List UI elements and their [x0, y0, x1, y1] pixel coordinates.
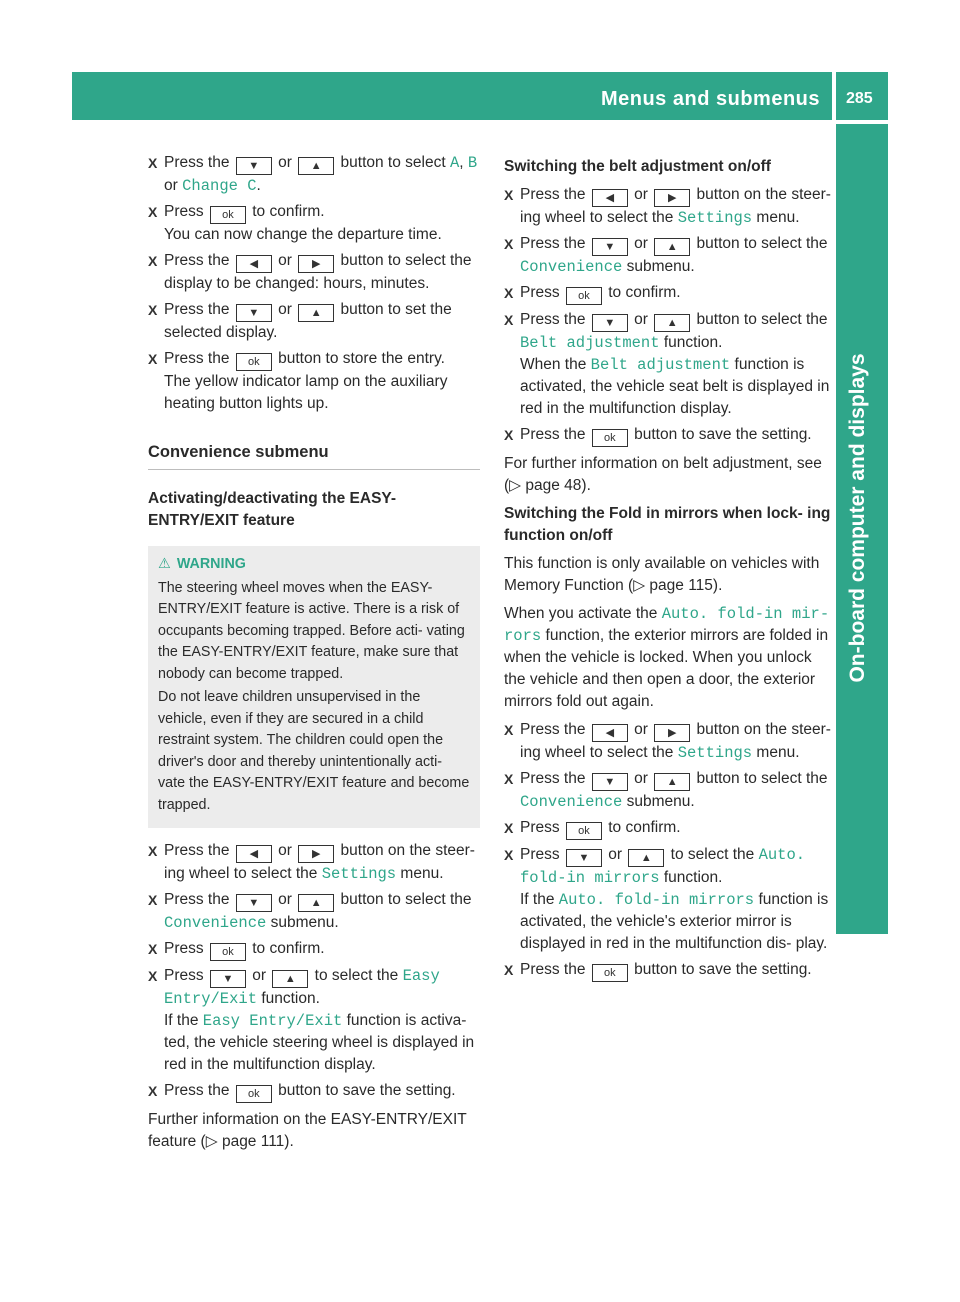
step-text: Press the	[164, 301, 230, 318]
step-bullet-icon: X	[148, 843, 158, 859]
page-number-box	[836, 72, 888, 120]
up-key-icon: ▲	[272, 970, 308, 988]
display-text: Auto. fold-in mir‐ rors	[504, 605, 830, 645]
step-text: function is activated, the vehicle's exterior mirror is displayed in red in the multifunction dis- play.	[520, 891, 829, 952]
step-text: submenu.	[626, 258, 695, 275]
step	[504, 768, 834, 813]
paragraph-text: When you activate the	[504, 605, 658, 622]
step-text: Press the	[164, 891, 230, 908]
step-text: to confirm.	[252, 940, 325, 957]
step-text: or	[634, 235, 648, 252]
step-bullet-icon: X	[504, 187, 514, 203]
ok-key-icon: ok	[236, 1085, 272, 1103]
step	[504, 844, 834, 955]
ok-key-icon: ok	[592, 964, 628, 982]
section-heading: Convenience submenu	[148, 441, 480, 470]
step-bullet-icon: X	[504, 962, 514, 978]
up-key-icon: ▲	[654, 238, 690, 256]
display-text: Belt adjustment	[520, 334, 660, 352]
section-heading: Switching the Fold in mirrors when lock- ing function on/off	[504, 505, 831, 544]
ok-key-icon: ok	[236, 353, 272, 371]
step-text: .	[256, 177, 261, 194]
step-bullet-icon: X	[504, 722, 514, 738]
display-text: Convenience	[520, 793, 623, 811]
step-text: button to select	[340, 154, 446, 171]
step	[148, 965, 480, 1076]
step-text: button to save the setting.	[634, 961, 812, 978]
step-text: or	[278, 891, 292, 908]
footer-paragraph: Further information on the EASY-ENTRY/EXIT feature (▷ page 111).	[148, 1111, 467, 1150]
step-text: button on the steer- ing wheel to select the	[164, 842, 475, 882]
chapter-side-tab-label: On-board computer and displays	[846, 353, 869, 683]
step-result-text: The yellow indicator lamp on the auxiliary heating button lights up.	[164, 373, 448, 412]
left-key-icon: ◀	[592, 189, 628, 207]
step	[504, 959, 834, 982]
display-text: Auto. fold-in mirrors	[558, 891, 755, 909]
right-key-icon: ▶	[298, 845, 334, 863]
warning-paragraph: Do not leave children unsupervised in the vehicle, even if they are secured in a child restraint system. The children could open the driver's door and thereby unintentionally acti- vate the EASY-ENTRY/EXIT feature and become trapped.	[158, 689, 470, 813]
step-text: button to save the setting.	[278, 1082, 456, 1099]
step-text: button to save the setting.	[634, 426, 812, 443]
down-key-icon: ▼	[592, 314, 628, 332]
up-key-icon: ▲	[298, 894, 334, 912]
step-text: button to select the	[340, 891, 472, 908]
ok-key-icon: ok	[566, 287, 602, 305]
up-key-icon: ▲	[654, 314, 690, 332]
paragraph	[504, 603, 834, 713]
right-key-icon: ▶	[654, 724, 690, 742]
step-text: or	[608, 846, 623, 863]
display-text: Belt adjustment	[590, 356, 731, 374]
step-text: Press the	[164, 252, 230, 269]
display-text: Auto. fold-in mirrors	[520, 846, 806, 887]
display-text: Easy Entry/Exit	[164, 967, 440, 1008]
step-result-text	[164, 1010, 480, 1076]
step-bullet-icon: X	[504, 312, 514, 328]
display-text: Convenience	[164, 914, 267, 932]
step-text: menu.	[756, 744, 800, 761]
display-text: Settings	[677, 744, 753, 762]
down-key-icon: ▼	[236, 304, 272, 322]
step-text: or	[252, 967, 267, 984]
step-text: Press the	[164, 154, 230, 171]
step	[504, 184, 834, 229]
step-bullet-icon: X	[504, 820, 514, 836]
paragraph: This function is only available on vehicles with Memory Function (▷ page 115).	[504, 555, 820, 594]
step-bullet-icon: X	[148, 155, 158, 171]
step	[504, 817, 834, 840]
right-column	[504, 152, 834, 986]
step-text: Press the	[164, 842, 230, 859]
sub-heading: Activating/deactivating the EASY-ENTRY/EXIT feature	[148, 490, 397, 529]
step-text: button to set the selected display.	[164, 301, 452, 341]
step-text: button to select the	[696, 311, 828, 328]
step-text: to confirm.	[608, 284, 681, 301]
step	[148, 889, 480, 934]
step-text: Press the	[520, 311, 586, 328]
step-bullet-icon: X	[148, 204, 158, 220]
step-text: or	[634, 311, 648, 328]
ok-key-icon: ok	[210, 943, 246, 961]
step-text: Press the	[520, 186, 586, 203]
step	[148, 299, 480, 344]
step	[148, 348, 480, 415]
ok-key-icon: ok	[592, 429, 628, 447]
warning-paragraph: The steering wheel moves when the EASY-ENTRY/EXIT feature is active. There is a risk of occupants becoming trapped. Before acti- vating the EASY-ENTRY/EXIT feature, make sure that nobody can become trapped.	[158, 579, 465, 682]
step	[148, 250, 480, 295]
warning-triangle-icon: ⚠	[158, 556, 171, 572]
step-text: or	[634, 770, 648, 787]
left-column	[148, 152, 480, 1159]
step-text: button to store the entry.	[278, 350, 445, 367]
step-result-text: You can now change the departure time.	[164, 226, 442, 243]
step-text: Press the	[520, 426, 586, 443]
step-bullet-icon: X	[504, 236, 514, 252]
step-text: When the	[520, 356, 587, 373]
step-text: button to select the	[696, 770, 828, 787]
step-text: Press the	[520, 721, 586, 738]
display-text: Convenience	[520, 258, 623, 276]
header-bar	[72, 72, 832, 120]
step	[504, 309, 834, 420]
step-text: submenu.	[270, 914, 339, 931]
step-text: Press	[164, 967, 204, 984]
step-text: Press the	[520, 770, 586, 787]
step-bullet-icon: X	[504, 771, 514, 787]
down-key-icon: ▼	[210, 970, 246, 988]
step	[148, 152, 480, 197]
step-text: or	[278, 252, 292, 269]
step-text: function.	[261, 990, 320, 1007]
header-title: Menus and submenus	[600, 88, 820, 110]
step-bullet-icon: X	[504, 285, 514, 301]
step-text: ,	[459, 154, 464, 171]
step-text: submenu.	[626, 793, 695, 810]
step-bullet-icon: X	[148, 941, 158, 957]
right-key-icon: ▶	[298, 255, 334, 273]
step-text: button to select the	[696, 235, 828, 252]
step-text: Press the	[164, 350, 230, 367]
ok-key-icon: ok	[566, 822, 602, 840]
step	[504, 424, 834, 447]
step-text: If the	[164, 1012, 199, 1029]
step	[148, 1080, 480, 1103]
step-text: or	[634, 721, 648, 738]
step-result-text	[520, 889, 834, 955]
step-text: function.	[663, 334, 723, 351]
step-text: button to select the display to be changed: hours, minutes.	[164, 252, 472, 292]
step-bullet-icon: X	[504, 427, 514, 443]
down-key-icon: ▼	[592, 238, 628, 256]
step-text: If the	[520, 891, 555, 908]
step-text: or	[634, 186, 648, 203]
display-text: A	[449, 154, 460, 172]
up-key-icon: ▲	[298, 157, 334, 175]
step-text: or	[164, 177, 178, 194]
warning-title-text: WARNING	[176, 556, 246, 572]
warning-box	[148, 546, 480, 828]
step	[148, 840, 480, 885]
chapter-marker-block	[852, 870, 888, 934]
down-key-icon: ▼	[236, 157, 272, 175]
step-bullet-icon: X	[148, 892, 158, 908]
step-text: button on the steer- ing wheel to select the	[520, 721, 831, 761]
step-text: function.	[663, 869, 723, 886]
step-text: or	[278, 842, 292, 859]
step-text: or	[278, 154, 292, 171]
display-text: Settings	[677, 209, 753, 227]
step	[504, 282, 834, 305]
section-heading: Switching the belt adjustment on/off	[504, 158, 771, 175]
down-key-icon: ▼	[566, 849, 602, 867]
step-bullet-icon: X	[148, 968, 158, 984]
step-text: or	[278, 301, 292, 318]
down-key-icon: ▼	[592, 773, 628, 791]
left-key-icon: ◀	[236, 255, 272, 273]
ok-key-icon: ok	[210, 206, 246, 224]
step-bullet-icon: X	[148, 1083, 158, 1099]
step-text: Press the	[164, 1082, 230, 1099]
page-number: 285	[846, 90, 873, 107]
step-text: menu.	[400, 865, 444, 882]
step-result-text	[520, 354, 834, 420]
paragraph-text: function, the exterior mirrors are folded in when the vehicle is locked. When you unlock the vehicle and then open a door, the exterior mirrors fold out again.	[504, 627, 829, 710]
step-text: Press the	[520, 961, 586, 978]
step-text: Press	[520, 846, 560, 863]
display-text: Settings	[321, 865, 397, 883]
step-text: Press	[520, 819, 560, 836]
step-bullet-icon: X	[504, 847, 514, 863]
warning-title	[158, 554, 470, 576]
step	[504, 719, 834, 764]
display-text: Easy Entry/Exit	[202, 1012, 343, 1030]
step-text: to select the	[670, 846, 755, 863]
step	[148, 201, 480, 246]
up-key-icon: ▲	[298, 304, 334, 322]
step	[148, 938, 480, 961]
left-key-icon: ◀	[592, 724, 628, 742]
step-bullet-icon: X	[148, 351, 158, 367]
display-text: B	[467, 154, 478, 172]
step-text: Press	[164, 203, 204, 220]
step-text: Press	[164, 940, 204, 957]
step	[504, 233, 834, 278]
right-key-icon: ▶	[654, 189, 690, 207]
step-text: Press the	[520, 235, 586, 252]
display-text: Change C	[182, 177, 257, 195]
step-text: to confirm.	[252, 203, 325, 220]
up-key-icon: ▲	[628, 849, 664, 867]
step-text: function is activated, the vehicle seat belt is displayed in red in the multifunction display.	[520, 356, 830, 417]
step-text: to confirm.	[608, 819, 681, 836]
up-key-icon: ▲	[654, 773, 690, 791]
step-text: Press	[520, 284, 560, 301]
step-text: menu.	[756, 209, 800, 226]
step-bullet-icon: X	[148, 253, 158, 269]
step-bullet-icon: X	[148, 302, 158, 318]
step-text: to select the	[314, 967, 399, 984]
left-key-icon: ◀	[236, 845, 272, 863]
step-text: button on the steer- ing wheel to select the	[520, 186, 831, 226]
paragraph: For further information on belt adjustment, see (▷ page 48).	[504, 455, 822, 494]
down-key-icon: ▼	[236, 894, 272, 912]
step-text: function is activa- ted, the vehicle steering wheel is displayed in red in the multifunction display.	[164, 1012, 475, 1073]
